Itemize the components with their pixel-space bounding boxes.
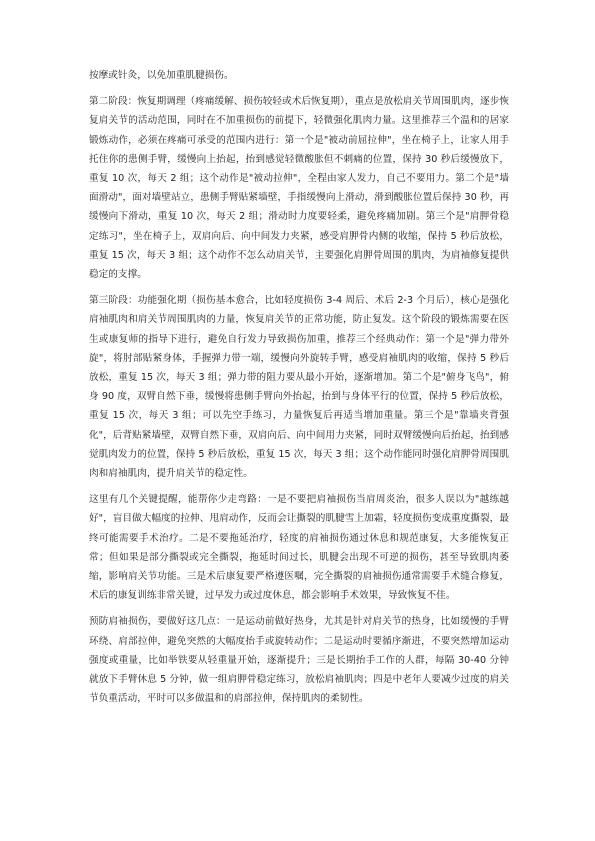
paragraph-continued: 按摩或针灸，以免加重肌腱损伤。 <box>89 70 234 81</box>
paragraph-stage-three: 第三阶段：功能强化期（损伤基本愈合，比如轻度损伤 3-4 周后、术后 2-3 个月后），核心是强化肩袖肌肉和肩关节周围肌肉的力量，恢复肩关节的正常功能，防止复发。这个阶段的锻炼需要在医生或康复师的指导下进行，避免自行发力导致损伤加重，推荐三个经典动作：第一个是"弹力带外旋"，将肘部贴紧身体，手握弹力带一端，缓慢向外旋转手臂，感受肩袖肌肉的收缩，保持 5 秒后放松，重复 15 次，每天 3 组；弹力带的阻力要从最小开始，逐渐增加。第二个是"俯身飞鸟"，俯身 90 度，双臂自然下垂，缓慢将患侧手臂向外抬起，抬到与身体平行的位置，保持 5 秒后放松，重复 15 次，每天 3 组；可以先空手练习，力量恢复后再适当增加重量。第三个是"靠墙夹背强化"，后背贴紧墙壁，双臂自然下垂，双肩向后、向中间用力夹紧，同时双臂缓慢向后抬起，抬到感觉肌肉发力的位置，保持 5 秒后放松，重复 15 次，每天 3 组；这个动作能同时强化肩胛骨周围肌肉和肩袖肌肉，提升肩关节的稳定性。 <box>89 295 509 480</box>
paragraph-key-reminders: 这里有几个关键提醒，能帮你少走弯路：一是不要把肩袖损伤当肩周炎治，很多人误以为"越练越好"，盲目做大幅度的拉伸、甩肩动作，反而会让撕裂的肌腱雪上加霜，轻度损伤变成重度撕裂，最终可能需要手术治疗。二是不要拖延治疗，轻度的肩袖损伤通过休息和规范康复，大多能恢复正常；但如果是部分撕裂或完全撕裂，拖延时间过长，肌腱会出现不可逆的损伤，甚至导致肌肉萎缩，影响肩关节功能。三是术后康复要严格遵医嘱，完全撕裂的肩袖损伤通常需要手术缝合修复，术后的康复训练非常关键，过早发力或过度休息，都会影响手术效果，导致恢复不佳。 <box>89 494 509 602</box>
paragraph-stage-two: 第二阶段：恢复期调理（疼痛缓解、损伤较轻或术后恢复期），重点是放松肩关节周围肌肉，逐步恢复肩关节的活动范围，同时在不加重损伤的前提下，轻微强化肌肉力量。这里推荐三个温和的居家锻炼动作，必须在疼痛可承受的范围内进行：第一个是"被动前屈拉伸"，坐在椅子上，让家人用手托住你的患侧手臂，缓慢向上抬起，抬到感觉轻微酸胀但不刺痛的位置，保持 30 秒后缓慢放下，重复 10 次，每天 2 组；这个动作是"被动拉伸"，全程由家人发力，自己不要用力。第二个是"墙面滑动"，面对墙壁站立，患侧手臂贴紧墙壁，手指缓慢向上滑动，滑到酸胀位置后保持 30 秒，再缓慢向下滑动，重复 10 次，每天 2 组；滑动时力度要轻柔，避免疼痛加剧。第三个是"肩胛骨稳定练习"，坐在椅子上，双肩向后、向中间发力夹紧，感受肩胛骨内侧的收缩，保持 5 秒后放松，重复 15 次，每天 3 组；这个动作不怎么动肩关节，主要强化肩胛骨周围的肌肉，为肩袖修复提供稳定的支撑。 <box>89 96 509 281</box>
paragraph-prevention: 预防肩袖损伤，要做好这几点：一是运动前做好热身，尤其是针对肩关节的热身，比如缓慢的手臂环绕、肩部拉伸，避免突然的大幅度抬手或旋转动作；二是运动时要循序渐进，不要突然增加运动强度或重量，比如举铁要从轻重量开始，逐渐提升；三是长期抬手工作的人群，每隔 30-40 分钟就放下手臂休息 5 分钟，做一组肩胛骨稳定练习，放松肩袖肌肉；四是中老年人要减少过度的肩关节负重活动，平时可以多做温和的肩部拉伸，保持肌肉的柔韧性。 <box>89 616 509 705</box>
document-body <box>89 66 509 716</box>
